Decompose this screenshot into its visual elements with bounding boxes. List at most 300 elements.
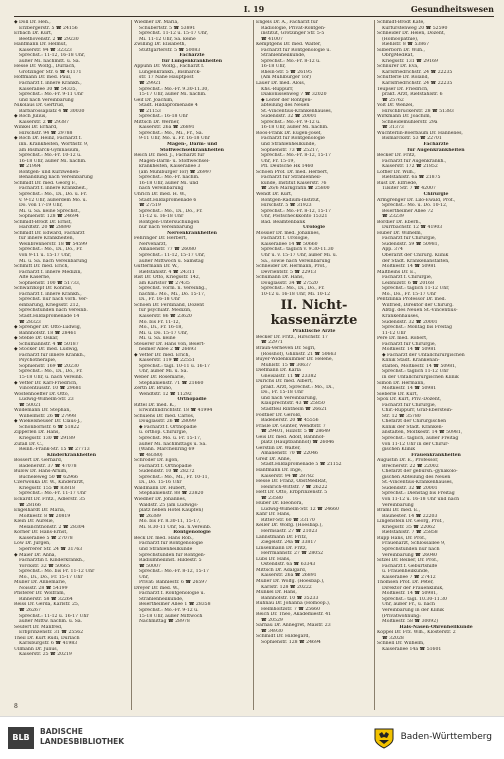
entry-line: Koppel Dr. Frz. Wlh., Klosterstr. 2	[377, 630, 456, 636]
entry-line: ☎ 23239	[382, 214, 404, 220]
entry-line: Radiumheilinst. Hildestr. 5	[139, 558, 202, 564]
entry-line: ◆ Maier Dr. Anna,	[14, 552, 57, 558]
footer-bar	[0, 716, 504, 759]
entry-line: Sprechst.: Mo., Di., Do., Fr.	[139, 208, 203, 214]
entry-line: Mittsch Dr. Werner,	[134, 119, 180, 125]
entry-line: ☎ 29921	[139, 81, 161, 87]
entry-line: Stephanienstr. 88 ☎ 23820	[139, 491, 204, 497]
entry-line: Yorckstr. 32 ☎ 50665	[19, 563, 70, 569]
entry-line: ☎ 26389	[139, 513, 161, 519]
entry-line: Mi. 11-12 Uhr, Sa. keine	[139, 36, 196, 42]
entry-line: Pfisterer Dr. Wolfram,	[14, 591, 66, 597]
entry-line: Sprechst.: 11-12, 16-18 Uhr,	[19, 53, 86, 59]
entry-line: Spöx Dr. Kurt, Priv.-Dozent,	[377, 397, 442, 403]
entry-line: Teupser Dr. Friedrich,	[377, 86, 429, 92]
entry-line: Facharzt für innere Krankh.,	[19, 352, 86, 358]
entry-line: Wuchterlin-Boerbaum Dr. Hannelies,	[377, 130, 463, 136]
entry-line: Rhein-Str. 5 ☎ 26195	[261, 69, 312, 75]
entry-line: ☎ 34930	[261, 628, 283, 634]
section-heading: Orthopädie	[177, 397, 207, 403]
entry-line: Mi. u. Do. 15-17 Uhr,	[139, 330, 188, 336]
entry-line: Sprechst.: Mo.-Fr. 8-12, 15-17	[261, 208, 331, 214]
entry-line: ◆ Sprenger Dr. Otto-Ludwig,	[14, 325, 82, 331]
entry-line: Psychotherapie,	[19, 358, 57, 364]
entry-line: gischen Abteilung des Neuen	[382, 474, 451, 480]
entry-line: Frauenarzt, Schlossallee 9,	[382, 541, 446, 547]
entry-line: Bülow Dr. Hans-Arnim,	[14, 469, 68, 475]
entry-line: Sprechstunden nach Vereinb.	[19, 308, 88, 314]
section-heading: für Augenkrankheiten	[407, 147, 465, 153]
entry-line: Rist Dr. Otto, Kriegsstr. 142,	[134, 275, 201, 281]
entry-line: Reich Dr. Theo, Akademiestr. 41	[256, 612, 332, 618]
entry-line: Kaiserstr. 86 ☎ 23620	[139, 313, 192, 319]
entry-line: Kaiserstr. 25 ☎ 20219	[19, 652, 72, 658]
entry-line: Ritter-Str. 60 ☎ 33170	[261, 517, 315, 523]
entry-line: inn. Krankheiten, Wörthstr. 9,	[19, 142, 89, 148]
entry-line: Facharzt für Röntgenologie u.	[261, 47, 331, 53]
entry-line: 9-11 Uhr, Mo. u. Fr. 16-18 Uhr	[139, 136, 210, 142]
entry-line: Becker Dr. Fritz., Hirschstr. 17	[256, 334, 328, 340]
entry-line: Wiedner Dr. Johannes,	[134, 497, 187, 503]
entry-line: prakt. Arzt, Riefstahlstr. 6	[382, 92, 443, 98]
entry-line: außer Mi. nachmitt. u. Sa.	[19, 58, 81, 64]
entry-line: Schmidt-Brodt Käte,	[377, 20, 425, 25]
entry-line: Sprechst.: Dienstag bis Freitag	[382, 491, 455, 497]
entry-line: Städt. Hildapromenade 4	[139, 103, 198, 109]
entry-line: 11-12 Uhr	[382, 330, 406, 336]
entry-line: Schmidt Dr. Edward, Facharzt	[14, 230, 85, 236]
entry-line: Badenerstr. 37 ☎ 47078	[19, 463, 77, 469]
page-label: I. 19	[243, 4, 265, 14]
entry-line: Vincentiusstr. 10 ☎ 29681	[19, 386, 82, 392]
entry-line: Kaiserstr. 172 ☎ 21852	[382, 164, 438, 170]
entry-line: Bücheleweg 50 ☎ 62966	[19, 474, 78, 480]
entry-line: u. orthop. Chirurgie,	[139, 430, 188, 436]
entry-line: Moltkestr. 14 ☎ 50981	[382, 347, 437, 353]
entry-line: Brecherstr. 22 ☎ 22002	[382, 463, 439, 469]
entry-line: Beck Dr. med. Hans Rob.,	[134, 535, 194, 541]
entry-line: von 11-12 Uhr in der Chirur-	[382, 441, 450, 447]
entry-line: Rinnerstr. 58 ☎ 32264	[19, 596, 73, 602]
state-name[interactable]: Baden-Württemberg	[400, 732, 492, 742]
entry-line: nur nach Vereinbarung	[139, 225, 193, 231]
entry-line: (Wahn. Märchenring 69	[139, 447, 195, 453]
entry-line: Bahnhofstr. 18 ☎ 28461	[19, 330, 77, 336]
entry-line: Schwarzkopf Dr. Konrad,	[14, 286, 73, 292]
entry-line: Hirschstr. 5 ☎ 31923	[261, 203, 312, 209]
entry-line: Vereinbarung in der Klinik	[382, 607, 444, 613]
entry-line: Reich Dr. med. J., Facharzt für	[134, 153, 205, 159]
entry-line: Sarnau Dr. Annegret, Maistr. 23	[256, 623, 331, 629]
entry-line: gischen Klinik	[382, 447, 416, 453]
entry-line: Kaiserallee 30 ☎ 54335,	[19, 86, 78, 92]
entry-line: Kaiserallee 7 ☎ 27412	[382, 574, 436, 580]
entry-line: und Strahlenheilkunde	[139, 546, 193, 552]
entry-line: Südendstr. 59 ☎ 50981,	[382, 241, 440, 247]
entry-line: Facharzt für Röntgenologie	[139, 541, 203, 547]
entry-line: ☎ 21984	[19, 164, 41, 170]
entry-line: Facharzt f. Urologie,	[261, 236, 309, 242]
entry-line: Braml Dr. med. E.,	[377, 508, 421, 514]
entry-line: am Karlstor ☎ 27435	[139, 280, 190, 286]
entry-line: Simon Dr. Hermann,	[377, 380, 425, 386]
entry-line: Sprechst.: Mo., Di., Do., Fr.	[19, 369, 83, 375]
entry-line: (Am Mühlburger Tor)	[261, 75, 311, 81]
entry-line: Facharzt f. Geburtshilfe	[382, 563, 438, 569]
entry-line: Städt.Hildapromenade 14	[19, 313, 80, 319]
entry-line: Wostenhoeffer Dr. Otto,	[14, 391, 70, 397]
entry-line: einbarung, Kriegsstr. 212,	[19, 302, 80, 308]
entry-line: Wilhelmstr. 26 ☎ 27998	[19, 413, 76, 419]
entry-line: Facharzt f. innere Medizin,	[19, 269, 82, 275]
entry-line: Wendt Dr. Kurt,	[256, 191, 293, 197]
entry-line: Moltkestr. 8 ☎ 20819	[19, 513, 71, 519]
entry-line: Seufert Dr. Manfred,	[14, 624, 63, 630]
entry-line: Rittel Dr. med. K.,	[134, 402, 176, 408]
entry-line: Städt.Hildapromenade 6	[139, 197, 197, 203]
entry-line: 15-18 Uhr, außer Mittwoch	[139, 613, 203, 619]
entry-line: Schmidt Dr. med. Georg F.,	[14, 180, 78, 186]
page-header	[14, 4, 494, 16]
entry-line: Hett Dr. Otto, Erbprinzenstr. 5	[256, 490, 328, 496]
entry-line: anstalten, Moltkestr. 14 ☎ 50981,	[382, 430, 463, 436]
entry-line: Devrientstr. 5 ☎ 22913	[261, 269, 317, 275]
entry-line: Hardtstr. 20 ☎ 28890	[19, 225, 71, 231]
entry-line: (Rosshof), Ghlinstr. 21 ☎ 50663	[261, 351, 337, 357]
section-heading: Praktische Ärzte	[292, 329, 336, 335]
section-heading: Nervenkrankheiten	[167, 230, 217, 236]
entry-line: Sprechst.: täglich v. 9.30-11.30	[261, 247, 334, 253]
entry-line: 10-12 u. 16-18 Uhr, Mi. 10-12	[261, 291, 331, 297]
entry-line: Engelhardt Dr. Maria,	[14, 508, 66, 514]
entry-line: Privat: Bähnlestr. 6 ☎ 26597	[139, 580, 208, 586]
entry-line: Schneider Dr. Helen, Dozent,	[377, 31, 446, 37]
entry-line: Schuiens Dr. med. Carlos,	[134, 413, 195, 419]
entry-line: Facharzt f. Chirurgie,	[382, 275, 433, 281]
entry-line: Mo., Di., Fr. 16-18,	[139, 325, 183, 331]
entry-line: Kähr Dr. Hans,	[256, 512, 291, 518]
entry-line: Facharzt für Chirurgie,	[382, 236, 437, 242]
section-heading: Stoffwechselkrankheiten	[159, 147, 225, 153]
entry-line: Radiologie, Privat-Röntgen-	[261, 25, 326, 31]
entry-line: Wirkmann Dr. Joachim,	[377, 114, 432, 120]
entry-line: Sprechst. nur nach vorh. Ver-	[19, 297, 88, 303]
entry-line: Erbprinzenstr. 31 ☎ 25562	[19, 630, 84, 636]
entry-line: Czerwonka Dr. W., Kinderarzt,	[14, 480, 85, 486]
entry-line: am Bismarck-Gymnasium,	[19, 147, 80, 153]
entry-line: prakt. Arzt, Sprechst.: Mo., Di.,	[261, 384, 335, 390]
entry-line: Reiss Dr. Gerda, Karlstr. 25,	[14, 602, 80, 608]
entry-line: Engels Dr. A., Facharzt für	[256, 20, 318, 25]
entry-line: ◆ Vetter Dr. Karl-Friedrich,	[14, 380, 78, 386]
entry-line: Str. 12 ☎ 35780	[382, 413, 421, 419]
entry-line: Fehringer Dr. Herbert,	[134, 236, 187, 242]
entry-line: v. 9-12 Uhr, außerdem Mo. u.	[19, 197, 88, 203]
entry-line: Ullmann Dr. Julius,	[14, 646, 59, 652]
entry-line: Volt Dr. Wenzel,	[377, 103, 414, 109]
entry-line: Appuhn Dr. Wolfg., Facharzt f.	[134, 64, 205, 70]
entry-line: für psychiatr. Medizin,	[139, 308, 192, 314]
entry-line: stalten, Moltkestr. 14 ☎ 50981,	[382, 363, 457, 369]
entry-line: Baunester. 14 ☎ 22203	[382, 513, 438, 519]
entry-line: ◆ Doll Dr. Hen.,	[14, 20, 51, 25]
entry-line: Noisstr. 28 ☎ 54199	[19, 585, 68, 591]
entry-line: Schneidemühlerstr. 29a	[382, 119, 438, 125]
entry-line: Mi. u. Sa. keine Sprechst.,	[19, 208, 81, 214]
entry-line: Keller Dr. Wolfg. (Hoesbap.),	[256, 523, 323, 529]
entry-line: Amalienstr. 70 ☎ 22046	[261, 451, 318, 457]
entry-line: 15-17 Uhr, außer Mi. nachm.	[139, 92, 207, 98]
entry-line: kunde, Institut Kaiserstr. 76	[261, 180, 327, 186]
entry-line: Theil Dr. Kurt Rudi, Durlach	[14, 635, 80, 641]
entry-line: (Privatwohnung:	[382, 613, 421, 619]
entry-line: Fräsle Dr. Günter, Wendtstr. 7	[256, 423, 326, 429]
entry-line: Roos-Frank Dr. Eugen-Josef,	[256, 130, 322, 136]
entry-line: Beiertheimer Allee 1 ☎ 28358	[139, 602, 211, 608]
entry-line: Dreyer Dr. med. W.,	[134, 585, 180, 591]
entry-line: Stuttgarterstr. 5 ☎ 50083	[139, 47, 201, 53]
entry-line: Sprechstunden nur nach	[382, 546, 440, 552]
entry-line: Sprechst.: täglich, außer Freitag	[382, 436, 459, 442]
entry-line: Körner Dr. Hans-Ernst,	[14, 530, 68, 536]
entry-line: Lauer Dr. med. Alois,	[256, 81, 306, 87]
entry-line: Bahnhofstr. 10 ☎ 35233	[261, 595, 319, 601]
entry-line: Sprechst.: tägl. 10-11 u. 16-17	[139, 363, 210, 369]
entry-line: (am Mühlburger Tor) ☎ 26997	[139, 169, 212, 175]
entry-line: Helmholtzstr. 7 ☎ 25660	[261, 606, 321, 612]
entry-line: ☎ 50021	[19, 402, 41, 408]
entry-line: Melanchthonstr. 2 ☎ 28304	[19, 524, 85, 530]
entry-line: Kurfürstenweg 20 ☎ 52590	[382, 25, 448, 31]
entry-line: Sieberle Dr. Kurt,	[377, 391, 418, 397]
library-name-line1: BADISCHE	[40, 727, 83, 736]
entry-line: Schoen Dr. Ferdinand, Dozent	[134, 302, 205, 308]
entry-line: Geif Dr. Joachim,	[134, 97, 174, 103]
entry-line: Sprechst.: Mo.-Fr. 11-17 Uhr	[19, 491, 87, 497]
entry-line: Mo., Do., Fr. 15-17 Uhr	[382, 291, 437, 297]
entry-line: Direktor der Frauenklinik,	[382, 585, 444, 591]
entry-line: Südendstr. 32 ☎ 20001	[382, 319, 438, 325]
entry-line: Sophienstr. 73 ☎ 25217,	[261, 147, 320, 153]
entry-line: Linsenmann Dr. Fritz,	[256, 545, 307, 551]
entry-line: Riefstahlstr. 4 ☎ 24311	[139, 269, 195, 275]
entry-line: 15-18 Uhr, u. nach Vereinb.	[19, 375, 84, 380]
entry-line: Facharzt f. innere Krankheit.,	[19, 186, 88, 192]
entry-line: Braun-Verheven Dr. Sigri,	[256, 345, 316, 351]
entry-line: Chefarzt der Chirurgischen	[382, 419, 447, 425]
entry-line: Leibnizstr. 6 ☎ 20168	[382, 280, 435, 286]
entry-line: Mi. 8.30-11 Uhr, Sa. n.Vereinb.	[139, 524, 212, 530]
entry-line: Klein Dr. Aurelie,	[14, 519, 55, 525]
entry-line: Nervenarzt,	[139, 241, 167, 247]
entry-line: Bismarckstr. 53 ☎ 22701	[382, 136, 442, 142]
entry-line: Kriegsstr. 35 ☎ 22062	[382, 524, 436, 530]
entry-line: Beethovenstr. 2 ☎ 29230	[19, 36, 79, 42]
entry-line: Armgrenger Dr. Lilo-Ewald, Prof.,	[377, 197, 456, 203]
entry-line: ◆ Vetter Dr. med. Erich,	[134, 352, 190, 358]
entry-line: der Städt. Krankenanstalten,	[382, 258, 450, 264]
entry-line: Sprechst.: 16-18 Uhr	[139, 114, 188, 120]
entry-line: Südendstr. 32 ☎ 20001	[382, 485, 438, 491]
entry-line: Ludwig-Wilhelm-Str. 23	[19, 397, 74, 403]
entry-line: abteilung des Neuen	[261, 103, 310, 109]
entry-line: Fachärztin f. Kinderkrankh.,	[19, 558, 85, 564]
entry-line: Uhr,	[139, 574, 149, 580]
entry-line: Bossert Dr. Gerhard,	[14, 458, 63, 464]
entry-line: Löffler Dr. Wilh.,	[377, 169, 416, 175]
entry-line: ☎ 27519	[139, 203, 161, 209]
entry-line: ◆ Facharzt f. Orthopädie	[139, 424, 197, 430]
entry-line: Kaiserstr. 26a ☎ 26891	[139, 125, 195, 131]
entry-line: Di., Do. 15-16 Uhr	[139, 480, 182, 486]
entry-line: (Homöopathie),	[382, 36, 419, 42]
column-1	[14, 20, 129, 712]
page-number: 8	[14, 703, 18, 710]
entry-line: Sprechst.: 11-12 u. 16-17 Uhr	[19, 613, 89, 619]
entry-line: Amalienstr. 77 ☎ 26080	[139, 247, 196, 253]
entry-line: Sprechst.: täglich 11-12 Uhr,	[382, 286, 450, 292]
entry-line: Wiedner Dr. Maria,	[134, 20, 179, 25]
entry-line: Schubertstr. 5 ☎ 53891	[139, 25, 196, 31]
entry-line: Nachmittag ☎ 28978	[139, 619, 190, 625]
section-title: Gesundheitswesen	[410, 4, 494, 14]
entry-line: Lannstmann Dr. Fritz,	[256, 534, 308, 540]
entry-line: Südendstr. 10 ☎ 28272	[139, 469, 195, 475]
entry-line: Sitzel Dr. Reiner, Dr. Prof.,	[377, 558, 439, 564]
entry-line: Sprechst.: Mo.-Fr. 9-12 u.	[139, 607, 199, 613]
entry-line: nachm.: Mo., Mi., Do. 15-17,	[139, 291, 206, 297]
entry-line: Facharzt f. Röntgenologie u.	[139, 591, 205, 597]
entry-line: Munkel Dr. Hans,	[256, 590, 297, 596]
column-divider	[253, 20, 254, 710]
section-heading: Fachärzte	[423, 142, 449, 148]
entry-line: Vereinbarung	[382, 502, 414, 508]
entry-line: Do., Fr. 15-18 Uhr	[261, 390, 304, 396]
entry-line: Schoen Prof. Dr. med. Herbert,	[256, 169, 329, 175]
entry-line: Kriegsstr. 155 ☎ 83818	[19, 485, 75, 491]
entry-line: St.-Vincentius-Krankenhauses,	[382, 480, 454, 486]
entry-line: Facharzt f. innere Krankh.,	[19, 81, 82, 87]
entry-line: Städt.Hildapromenade 5 ☎ 21152	[261, 462, 342, 468]
entry-line: heimer Allee 2 ☎ 26693	[139, 347, 197, 353]
entry-line: Douglasstr. 34 ☎ 27520	[261, 280, 318, 286]
entry-line: Douglasstr. 26 ☎ 28099	[139, 419, 196, 425]
entry-line: krankheiten, Kaiserallee 3	[139, 164, 201, 170]
library-name[interactable]	[40, 727, 124, 747]
entry-line: Gneisalstr. 11 ☎ 23382	[261, 373, 317, 379]
entry-line: ☎ 26267	[19, 607, 41, 613]
entry-line: Pere Dr. med. Robert,	[377, 336, 428, 342]
entry-line: Facharzt f. innere Krankh.,	[19, 291, 82, 297]
entry-line: institut, Grötzinger Str. 5-5	[261, 31, 325, 37]
entry-line: Schumann Dr. Hans,	[256, 275, 304, 281]
entry-line: Moltkestr. 58 ☎ 30092)	[382, 619, 438, 625]
entry-line: Greif Dr. Anne,	[256, 456, 291, 462]
entry-line: Diefmann Dr. Karla	[256, 368, 301, 374]
header-rule	[14, 16, 494, 17]
entry-line: Winkel Dr. Erhard,	[14, 125, 58, 131]
entry-line: in der Unfallchirurgischen Klinik	[382, 375, 459, 380]
entry-line: ◆ Steble Dr. Oskar,	[14, 336, 59, 342]
entry-line: Ludwig-Wilhelm-Str. 12 ☎ 24660	[261, 506, 339, 512]
entry-line: Grötzinger Str. 6 ☎ 41171	[19, 69, 82, 75]
entry-line: ☎ 22971	[261, 340, 283, 346]
entry-line: Schneider Dr. Hermann, Prof.,	[256, 264, 327, 270]
entry-line: ☎ 26/6 Markgräfin ☎ 25800	[261, 186, 330, 192]
entry-line: Weber Dr. Rosemarie,	[134, 375, 185, 380]
entry-line: außer Mittw. nachm. u. Sa.	[19, 619, 83, 625]
entry-line: App. 374	[382, 247, 403, 253]
entry-line: Sprechst.: Mo., Di., Do., Fr.	[19, 247, 83, 253]
entry-line: Erbach Dr. Kurt,	[14, 31, 53, 37]
entry-line: und Strahlenheilkunde,	[261, 142, 316, 148]
blb-logo[interactable]: BLB	[8, 727, 34, 749]
entry-line: Sprechst.: 11-12, 15-17 Uhr,	[139, 252, 206, 258]
entry-line: Zwilling Dr. Elisabeth,	[134, 42, 186, 48]
entry-line: Mo. bis Fr. 8.30-11, 15-17,	[139, 519, 201, 525]
entry-line: Ostendstr. 6a ☎ 63343	[261, 562, 316, 568]
column-divider	[131, 20, 132, 710]
part-heading: kassenärzte	[270, 314, 358, 328]
entry-line: Magen-Darm- u. Stoffwechsel-	[139, 158, 210, 164]
entry-line: 16-18 Uhr, außer Mi. und	[139, 180, 199, 186]
entry-line: Krankenhauses,	[382, 313, 420, 319]
entry-line: Sophienstr. 128 ☎ 24694	[19, 214, 79, 220]
entry-line: Guttermann Dr. W.,	[134, 264, 179, 270]
entry-line: Röntgen- und Kurzwellen-	[19, 169, 80, 175]
entry-line: Bad. Beamtenbank	[261, 219, 306, 225]
entry-line: Mittsch Dr. Adalgard,	[256, 567, 307, 573]
entry-line: Sprechst.: Mo. bis Fr. 11-12 Uhr	[19, 569, 95, 575]
entry-line: Sprechst.: Mo., Di., Do., Fr.	[261, 286, 325, 292]
entry-line: Sprechst.: Mo., Di., Do. u. Fr.	[19, 191, 88, 197]
entry-line: Tilsiter Str. 7 ☎ 42007	[382, 186, 436, 192]
entry-line: Kaiserstr. 2 ☎ 29387	[19, 119, 69, 125]
entry-line: Födtner Dr. Gerold,	[256, 412, 302, 418]
entry-line: Klinik Städt. Krankenan-	[382, 358, 440, 364]
section-heading: Hals-Nasen-Ohrenheilkunde	[399, 624, 473, 630]
entry-line: Heinrich-Wittstr. 7 ☎ 26222	[261, 484, 328, 490]
entry-line: Oberarzt der Chirurg. Klinik	[382, 252, 449, 258]
entry-line: Wildemann Dr. Stephan,	[14, 408, 71, 414]
entry-line: Hirschstr. 94 ☎ 29788	[19, 130, 73, 136]
section-heading: Urologie	[302, 225, 326, 231]
entry-line: ☎ 29401, Hilzstr. 5 ☎ 28649	[261, 429, 331, 435]
entry-line: Karlstr. 128 ☎ 20222	[261, 584, 312, 590]
entry-line: ☎ 48380)	[139, 452, 163, 458]
entry-line: Sprechst.: Mo.-Fr. 9-11 Uhr	[19, 92, 84, 98]
entry-line: Sprechst.: Mo.-Fr. 8-12 u.	[261, 58, 321, 64]
state-crest-icon	[372, 726, 396, 750]
entry-line: Facharzt für Chirurgie,	[382, 402, 437, 408]
entry-line: Sprechst. vorm. n. Vereinbg.,	[139, 286, 208, 292]
entry-line: Müller Dr. Wolfg. (Hoesbap.),	[256, 578, 325, 584]
entry-line: Riefstahlstr. 6a ☎ 21875	[382, 175, 441, 181]
entry-line: Pentzlinka Professor Dr. med.	[377, 297, 447, 303]
entry-line: Ruhnau Dr. Johanna (Homöop.),	[256, 601, 331, 607]
entry-line: Huber Dr. Wilhelm,	[377, 230, 423, 236]
entry-line: Sprechst.: Mo.-Fr. 8-12, 15-17	[261, 153, 331, 159]
entry-line: Lübs Dr. Hans,	[256, 556, 291, 562]
entry-line: Sprechst.: Mo.-Fr. 8-12, 15-17	[139, 569, 209, 575]
entry-line: Röntgen-Radium-Institut,	[261, 197, 321, 203]
entry-line: ☎ 50007	[139, 563, 161, 569]
entry-line: Kemptgens Dr. med. Walter,	[256, 42, 322, 48]
entry-line: u. Frauenheilkunde,	[382, 569, 430, 575]
entry-line: Facharzt für Röntgenologie	[261, 136, 325, 142]
entry-line: Mo. bis Fr. 11-12,	[139, 319, 181, 325]
column-2	[134, 20, 250, 712]
